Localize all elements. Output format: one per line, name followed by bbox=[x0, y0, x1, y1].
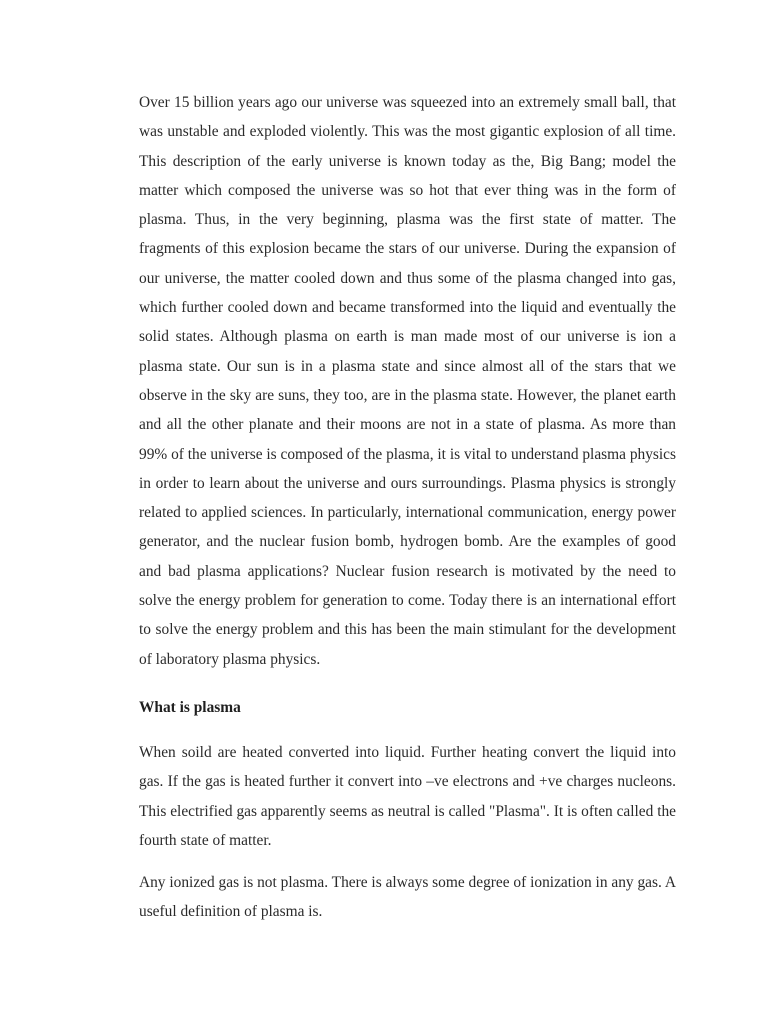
definition-paragraph: When soild are heated converted into liquid. Further heating convert the liquid into gas. If the gas is heated further it convert into –ve electrons and +ve charges nucleons. This electrified gas apparently seems as neutral is called "Plasma". It is often called the fourth state of matter. bbox=[139, 743, 676, 849]
closing-paragraph: Any ionized gas is not plasma. There is always some degree of ionization in any gas. A useful definition of plasma is. bbox=[139, 874, 676, 921]
section-heading: What is plasma bbox=[139, 698, 241, 716]
document-body bbox=[139, 88, 676, 927]
intro-paragraph: Over 15 billion years ago our universe was squeezed into an extremely small ball, that was unstable and exploded violently. This was the most gigantic explosion of all time. This description of the early universe is known today as the, Big Bang; model the matter which composed the universe was so hot that ever thing was in the form of plasma. Thus, in the very beginning, plasma was the first state of matter. The fragments of this explosion became the stars of our universe. During the expansion of our universe, the matter cooled down and thus some of the plasma changed into gas, which further cooled down and became transformed into the liquid and eventually the solid states. Although plasma on earth is man made most of our universe is ion a plasma state. Our sun is in a plasma state and since almost all of the stars that we observe in the sky are suns, they too, are in the plasma state. However, the planet earth and all the other planate and their moons are not in a state of plasma. As more than 99% of the universe is composed of the plasma, it is vital to understand plasma physics in order to learn about the universe and ours surroundings. Plasma physics is strongly related to applied sciences. In particularly, international communication, energy power generator, and the nuclear fusion bomb, hydrogen bomb. Are the examples of good and bad plasma applications? Nuclear fusion research is motivated by the need to solve the energy problem for generation to come. Today there is an international effort to solve the energy problem and this has been the main stimulant for the development of laboratory plasma physics. bbox=[139, 94, 676, 668]
